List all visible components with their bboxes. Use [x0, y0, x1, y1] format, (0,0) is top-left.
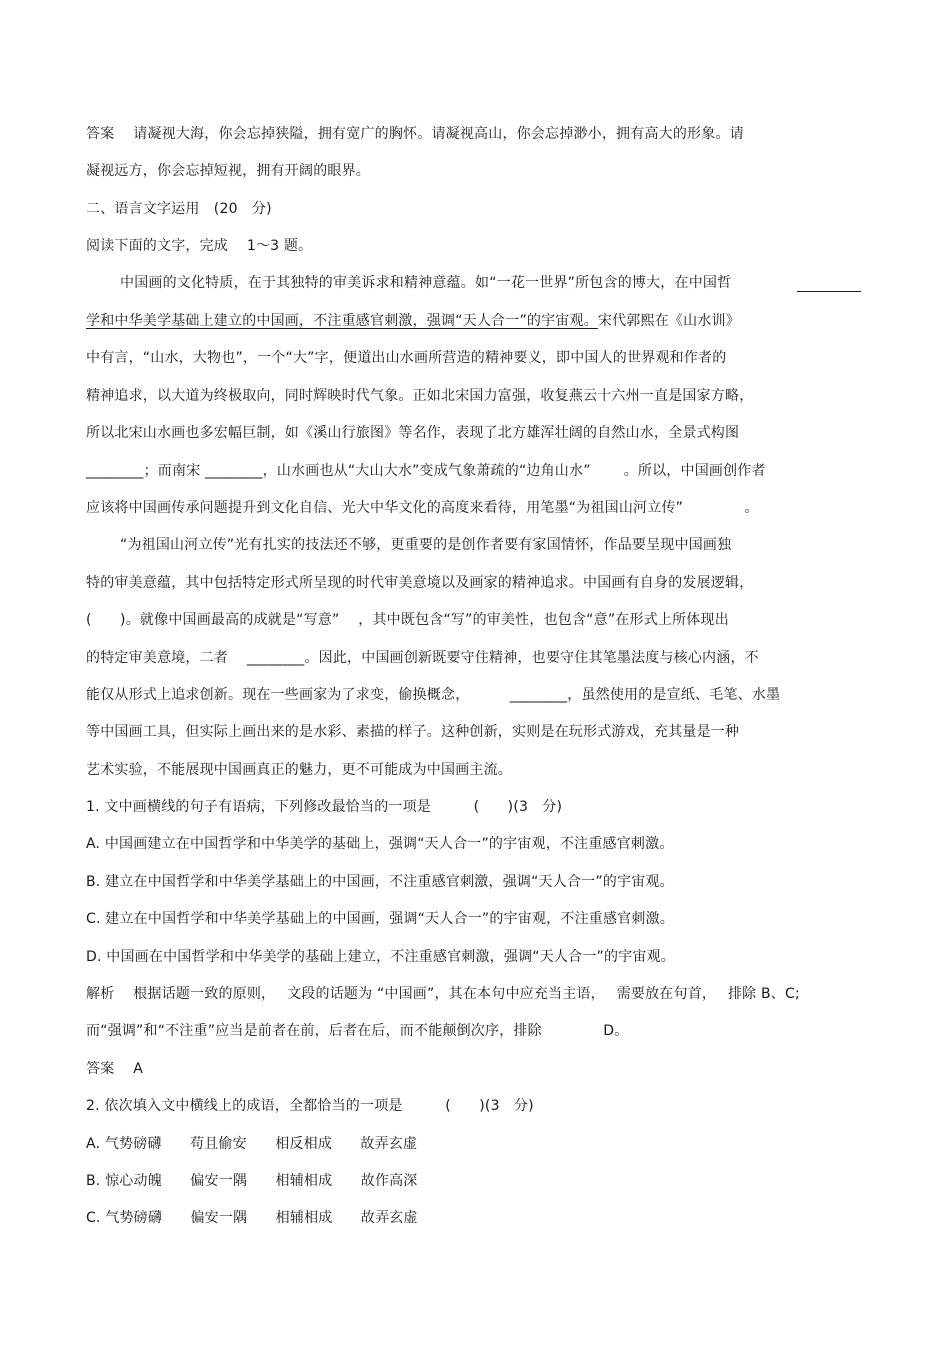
paragraph-2-line: 特的审美意蕴，其中包括特定形式所呈现的时代审美意境以及画家的精神追求。中国画有自身的发展逻辑， — [86, 575, 754, 591]
paragraph-2-line: 艺术实验，不能展现中国画真正的魅力，更不可能成为中国画主流。 — [86, 762, 512, 778]
question-1-option-d: D. 中国画在中国哲学和中华美学的基础上建立，不注重感官刺激，强调“天人合一”的宇宙观。 — [86, 949, 675, 965]
paragraph-2-line: 的特定审美意境，二者 ________。因此，中国画创新既要守住精神，也要守住其笔墨法度与核心内涵，不 — [86, 650, 759, 666]
question-2-stem: 2. 依次填入文中横线上的成语，全都恰当的一项是 ( )(3 分) — [86, 1098, 534, 1114]
question-1-stem: 1. 文中画横线的句子有语病，下列修改最恰当的一项是 ( )(3 分) — [86, 799, 563, 815]
question-1-option-a: A. 中国画建立在中国哲学和中华美学的基础上，强调“天人合一”的宇宙观，不注重感官刺激。 — [86, 836, 674, 852]
question-2-option-b: B. 惊心动魄 偏安一隅 相辅相成 故作高深 — [86, 1173, 418, 1189]
question-2-option-c: C. 气势磅礴 偏安一隅 相辅相成 故弄玄虚 — [86, 1210, 418, 1226]
question-1-option-b: B. 建立在中国哲学和中华美学基础上的中国画，不注重感官刺激，强调“天人合一”的宇宙观。 — [86, 874, 674, 890]
underlined-sentence: 学和中华美学基础上建立的中国画，不注重感官刺激，强调“天人合一”的宇宙观。 — [86, 313, 598, 329]
question-1-analysis: 解析 根据话题一致的原则， 文段的话题为 “中国画”，其在本句中应充当主语， 需要放在句首， 排除 B、C; — [86, 986, 800, 1002]
question-1-analysis-continued: 而“强调”和“不注重”应当是前者在前，后者在后，而不能颠倒次序，排除 D。 — [86, 1023, 629, 1039]
paragraph-1-line — [86, 311, 740, 331]
paragraph-1-line: 精神追求，以大道为终极取向，同时辉映时代气象。正如北宋国力富强，收复燕云十六州一直是国家方略， — [86, 388, 754, 404]
paragraph-1-segment: 宋代郭熙在《山水训》 — [597, 313, 740, 329]
paragraph-2-line: ( )。就像中国画最高的成就是“写意” ，其中既包含“写”的审美性，也包含“意”在形式上所体现出 — [86, 612, 729, 628]
question-1-option-c: C. 建立在中国哲学和中华美学基础上的中国画，强调“天人合一”的宇宙观，不注重感官刺激。 — [86, 911, 674, 927]
paragraph-2-line: “为祖国山河立传”光有扎实的技法还不够，更重要的是创作者要有家国情怀，作品要呈现中国画独 — [120, 537, 732, 553]
paragraph-2-line: 等中国画工具，但实际上画出来的是水彩、素描的样子。这种创新，实则是在玩形式游戏，充其量是一种 — [86, 724, 740, 740]
paragraph-2-line: 能仅从形式上追求创新。现在一些画家为了求变，偷换概念， ________，虽然使用的是宣纸、毛笔、水墨 — [86, 687, 781, 703]
answer-text: 答案 请凝视大海，你会忘掉狭隘，拥有宽广的胸怀。请凝视高山，你会忘掉渺小，拥有高大的形象。请 — [86, 126, 744, 142]
paragraph-1-line: ________；而南宋 ________，山水画也从“大山大水”变成气象萧疏的“边角山水” 。所以，中国画创作者 — [86, 463, 766, 479]
blank-line — [797, 291, 861, 292]
paragraph-1-line: 中国画的文化特质，在于其独特的审美诉求和精神意蕴。如“一花一世界”所包含的博大，在中国哲 — [120, 275, 732, 291]
paragraph-1-line: 中有言，“山水，大物也”，一个“大”字，便道出山水画所营造的精神要义，即中国人的世界观和作者的 — [86, 350, 727, 366]
question-1-answer: 答案 A — [86, 1061, 144, 1077]
section-heading: 二、语言文字运用 (20 分) — [86, 201, 272, 217]
paragraph-1-line: 所以北宋山水画也多宏幅巨制，如《溪山行旅图》等名作，表现了北方雄浑壮阔的自然山水，全景式构图 — [86, 425, 740, 441]
paragraph-1-line: 应该将中国画传承问题提升到文化自信、光大中华文化的高度来看待，用笔墨“为祖国山河立传” 。 — [86, 500, 759, 516]
reading-instruction: 阅读下面的文字，完成 1～3 题。 — [86, 238, 313, 254]
question-2-option-a: A. 气势磅礴 苟且偷安 相反相成 故弄玄虚 — [86, 1136, 418, 1152]
answer-text-continued: 凝视远方，你会忘掉短视，拥有开阔的眼界。 — [86, 163, 370, 179]
